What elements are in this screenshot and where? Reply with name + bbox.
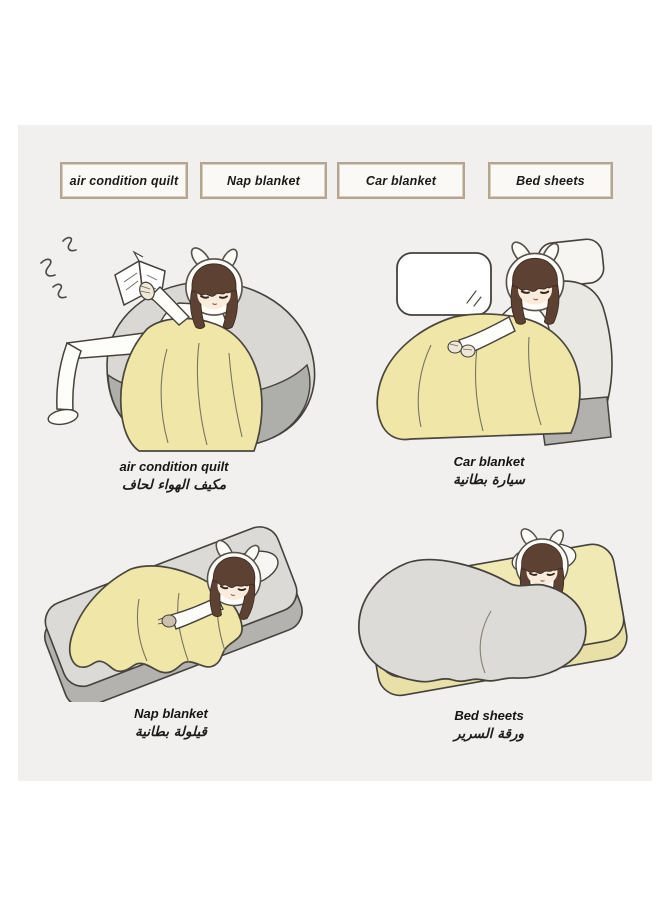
scene-caption-en: Bed sheets: [454, 708, 524, 723]
scene-bed-sheets: [328, 519, 650, 742]
label-box-air-condition-quilt: [60, 162, 188, 199]
scene-bed-sheets-illustration: [329, 519, 649, 704]
scene-caption-en: Nap blanket: [134, 706, 208, 721]
scene-car-blanket-illustration: [339, 225, 639, 450]
car-window: [397, 253, 491, 315]
scene-caption-ar: سيارة بطانية: [453, 472, 525, 488]
scene-nap-blanket-illustration: [21, 517, 321, 702]
label-box-text: Car blanket: [365, 173, 437, 188]
scene-air-condition-quilt-illustration: [29, 225, 319, 455]
label-box-car-blanket: [337, 162, 465, 199]
scene-caption-ar: مكيف الهواء لحاف: [121, 477, 227, 493]
label-box-bed-sheets: [488, 162, 613, 199]
scene-caption-ar: قيلولة بطانية: [134, 724, 208, 740]
label-box-text: Bed sheets: [516, 173, 585, 188]
label-box-nap-blanket: [200, 162, 327, 199]
wind-squiggles-icon: [41, 238, 76, 298]
scene-air-condition-quilt: [24, 225, 324, 493]
scene-caption-en: Car blanket: [453, 454, 525, 469]
scene-caption-en: air condition quilt: [119, 459, 229, 474]
label-box-text: air condition quilt: [69, 173, 179, 188]
scene-caption-ar: ورقة السرير: [454, 726, 524, 742]
infographic-panel: [18, 125, 652, 781]
label-box-text: Nap blanket: [226, 173, 301, 188]
scene-car-blanket: [330, 225, 648, 488]
scene-nap-blanket: [20, 517, 322, 740]
